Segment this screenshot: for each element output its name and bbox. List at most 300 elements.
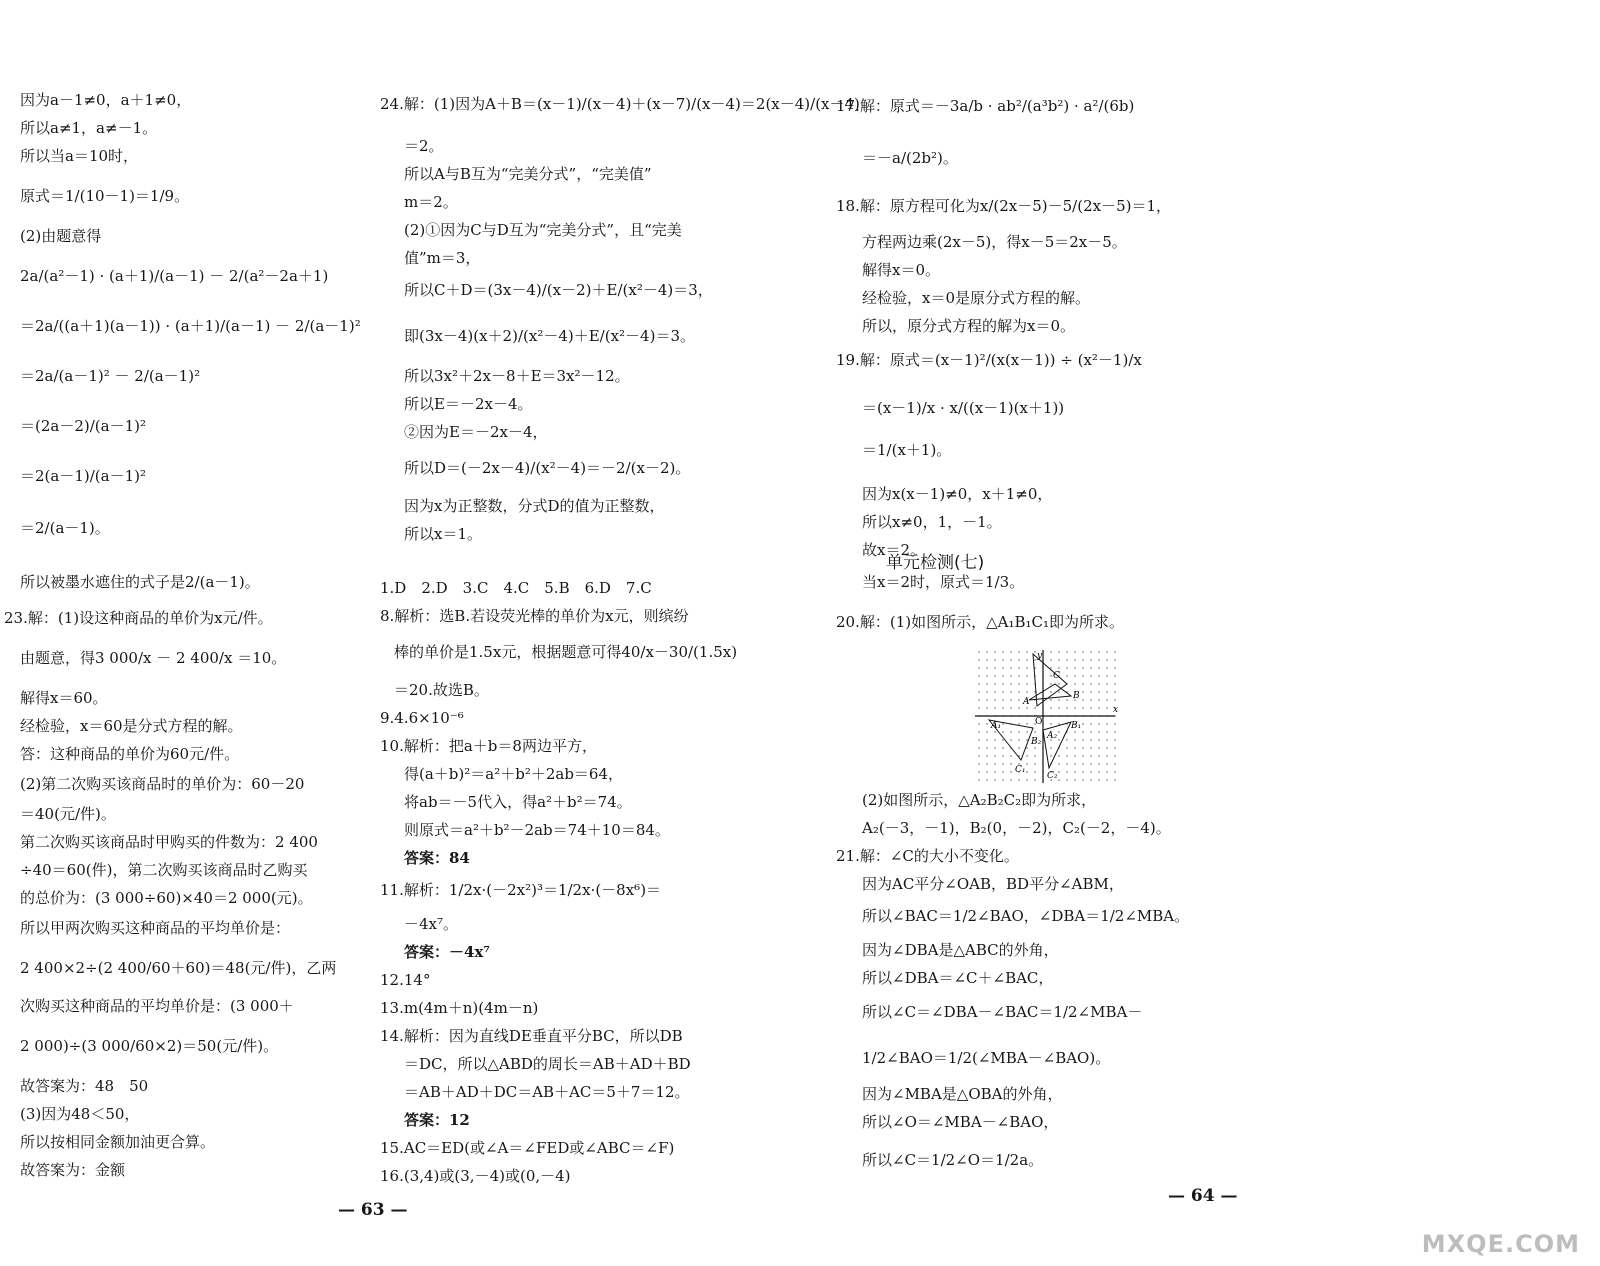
grid-dot (1074, 763, 1075, 764)
grid-dot (1058, 707, 1059, 708)
grid-dot (1090, 763, 1091, 764)
text-line: 1/2∠BAO＝1/2(∠MBA－∠BAO)。 (862, 1049, 1111, 1067)
page-number-right: — 64 — (1168, 1186, 1238, 1206)
text-line: 12.14° (380, 971, 431, 989)
grid-dot (1114, 667, 1115, 668)
grid-dot (994, 755, 995, 756)
grid-dot (1106, 755, 1107, 756)
text-line: 2a/(a²－1) · (a＋1)/(a－1) － 2/(a²－2a＋1) (20, 267, 329, 285)
grid-dot (1018, 747, 1019, 748)
grid-dot (1114, 771, 1115, 772)
grid-dot (1098, 667, 1099, 668)
grid-dot (986, 755, 987, 756)
grid-dot (1106, 699, 1107, 700)
grid-dot (1114, 651, 1115, 652)
grid-dot (1026, 651, 1027, 652)
grid-dot (994, 683, 995, 684)
grid-dot (1066, 747, 1067, 748)
grid-dot (1114, 659, 1115, 660)
grid-dot (1082, 707, 1083, 708)
grid-dot (1034, 771, 1035, 772)
grid-dot (986, 667, 987, 668)
grid-dot (1106, 723, 1107, 724)
grid-dot (1082, 699, 1083, 700)
grid-dot (1010, 763, 1011, 764)
text-line: 所以A与B互为“完美分式”，“完美值” (404, 165, 652, 183)
grid-dot (1114, 731, 1115, 732)
text-line: 因为x为正整数，分式D的值为正整数， (404, 497, 665, 515)
text-line: 所以被墨水遮住的式子是2/(a－1)。 (20, 573, 260, 591)
text-line: 所以x＝1。 (404, 525, 483, 543)
text-line: 故x＝2。 (862, 541, 926, 559)
text-line: 则原式＝a²＋b²－2ab＝74＋10＝84。 (404, 821, 670, 839)
grid-dot (1002, 667, 1003, 668)
grid-dot (1106, 707, 1107, 708)
grid-dot (1098, 763, 1099, 764)
coordinate-grid-figure (975, 648, 1120, 783)
grid-dot (1082, 739, 1083, 740)
grid-dot (1098, 675, 1099, 676)
text-line: 所以当a＝10时， (20, 147, 139, 165)
grid-dot (1090, 723, 1091, 724)
grid-dot (1106, 667, 1107, 668)
label-c1: C₁ (1015, 765, 1026, 775)
grid-dot (1050, 747, 1051, 748)
grid-dot (1074, 779, 1075, 780)
text-line: ＝(x－1)/x · x/((x－1)(x＋1)) (862, 399, 1065, 417)
grid-dot (1034, 755, 1035, 756)
grid-dot (1018, 699, 1019, 700)
grid-dot (978, 771, 979, 772)
grid-dot (1010, 699, 1011, 700)
grid-dot (1002, 723, 1003, 724)
grid-dot (1026, 755, 1027, 756)
grid-dot (1058, 699, 1059, 700)
text-line: 所以x≠0，1，－1。 (862, 513, 1002, 531)
grid-dot (1050, 707, 1051, 708)
grid-dot (1114, 747, 1115, 748)
grid-dot (1058, 691, 1059, 692)
grid-dot (1082, 731, 1083, 732)
grid-dot (978, 779, 979, 780)
text-line: 解得x＝0。 (862, 261, 941, 279)
grid-dot (1074, 747, 1075, 748)
label-c2: C₂ (1047, 771, 1058, 781)
grid-dot (1034, 651, 1035, 652)
grid-dot (1106, 675, 1107, 676)
text-line: 9.4.6×10⁻⁶ (380, 709, 464, 727)
text-line: 所以C＋D＝(3x－4)/(x－2)＋E/(x²－4)＝3， (404, 281, 713, 299)
text-line: 2 000)÷(3 000/60×2)＝50(元/件)。 (20, 1037, 279, 1055)
grid-dot (1050, 667, 1051, 668)
grid-dot (1106, 739, 1107, 740)
text-line: m＝2。 (404, 193, 458, 211)
grid-dot (1058, 755, 1059, 756)
text-line: 所以∠DBA＝∠C＋∠BAC， (862, 969, 1054, 987)
grid-dot (1098, 755, 1099, 756)
text-line: 19.解：原式＝(x－1)²/(x(x－1)) ÷ (x²－1)/x (836, 351, 1142, 369)
text-line: 13.m(4m＋n)(4m－n) (380, 999, 539, 1017)
text-line: ＝2/(a－1)。 (20, 519, 110, 537)
text-line: 16.(3,4)或(3,－4)或(0,－4) (380, 1167, 571, 1185)
grid-dot (978, 747, 979, 748)
grid-dot (1010, 691, 1011, 692)
text-line: 解得x＝60。 (20, 689, 108, 707)
grid-dot (1082, 747, 1083, 748)
grid-dot (1066, 659, 1067, 660)
text-line: 所以∠C＝∠DBA－∠BAC＝1/2∠MBA－ (862, 1003, 1143, 1021)
grid-dot (994, 691, 995, 692)
grid-dot (1010, 667, 1011, 668)
grid-dot (978, 651, 979, 652)
grid-dot (1026, 659, 1027, 660)
grid-dot (1058, 731, 1059, 732)
grid-dot (994, 667, 995, 668)
grid-dot (986, 683, 987, 684)
grid-dot (1026, 779, 1027, 780)
text-line: 15.AC＝ED(或∠A＝∠FED或∠ABC＝∠F) (380, 1139, 675, 1157)
grid-dot (1026, 691, 1027, 692)
grid-dot (1010, 675, 1011, 676)
grid-dot (1018, 739, 1019, 740)
text-line: 所以∠BAC＝1/2∠BAO，∠DBA＝1/2∠MBA。 (862, 907, 1190, 925)
label-x: x (1113, 705, 1119, 715)
grid-dot (1050, 651, 1051, 652)
grid-dot (1098, 771, 1099, 772)
grid-dot (1058, 659, 1059, 660)
grid-dot (986, 723, 987, 724)
text-line: 的总价为：(3 000÷60)×40＝2 000(元)。 (20, 889, 313, 907)
grid-dot (986, 771, 987, 772)
watermark: MXQE.COM (1421, 1230, 1580, 1258)
grid-dot (1026, 675, 1027, 676)
text-line: ②因为E＝－2x－4， (404, 423, 548, 441)
page-number-left: — 63 — (338, 1200, 408, 1220)
grid-dot (1082, 691, 1083, 692)
grid-dot (1074, 659, 1075, 660)
grid-dot (1026, 739, 1027, 740)
text-line: (2)如图所示，△A₂B₂C₂即为所求， (862, 791, 1097, 809)
text-line: ＝DC，所以△ABD的周长＝AB＋AD＋BD (404, 1055, 691, 1073)
text-line: 24.解：(1)因为A＋B＝(x－1)/(x－4)＋(x－7)/(x－4)＝2(x－4)/(x－4) (380, 95, 860, 113)
text-line: 17.解：原式＝－3a/b · ab²/(a³b²) · a²/(6b) (836, 97, 1135, 115)
grid-dot (994, 707, 995, 708)
grid-dot (1074, 667, 1075, 668)
grid-dot (1114, 691, 1115, 692)
grid-dot (1106, 771, 1107, 772)
grid-dot (1106, 659, 1107, 660)
grid-dot (1106, 691, 1107, 692)
grid-dot (1074, 771, 1075, 772)
grid-dot (1114, 675, 1115, 676)
text-line: 所以，原分式方程的解为x＝0。 (862, 317, 1076, 335)
grid-dot (1002, 747, 1003, 748)
grid-dot (1050, 699, 1051, 700)
text-line: 所以E＝－2x－4。 (404, 395, 533, 413)
grid-dot (1098, 691, 1099, 692)
text-line: ＝40(元/件)。 (20, 805, 116, 823)
text-line: ＝－a/(2b²)。 (862, 149, 958, 167)
grid-dot (1026, 747, 1027, 748)
grid-dot (1018, 659, 1019, 660)
grid-dot (1066, 755, 1067, 756)
grid-dot (1026, 667, 1027, 668)
text-line: 次购买这种商品的平均单价是：(3 000＋ (20, 997, 294, 1015)
grid-dot (1026, 707, 1027, 708)
text-line: ＝20.故选B。 (394, 681, 489, 699)
grid-dot (1010, 651, 1011, 652)
grid-dot (1034, 707, 1035, 708)
grid-dot (1010, 683, 1011, 684)
grid-dot (986, 731, 987, 732)
grid-dot (1058, 739, 1059, 740)
text-line: 将ab＝－5代入，得a²＋b²＝74。 (404, 793, 632, 811)
grid-dot (1082, 675, 1083, 676)
text-line: 因为∠MBA是△OBA的外角， (862, 1085, 1063, 1103)
grid-dot (1082, 651, 1083, 652)
text-line: 经检验，x＝60是分式方程的解。 (20, 717, 243, 735)
grid-dot (1074, 707, 1075, 708)
text-line: 方程两边乘(2x－5)，得x－5＝2x－5。 (862, 233, 1127, 251)
grid-dot (1002, 683, 1003, 684)
grid-dot (1090, 675, 1091, 676)
text-line: 18.解：原方程可化为x/(2x－5)－5/(2x－5)＝1， (836, 197, 1172, 215)
grid-dot (1002, 739, 1003, 740)
grid-dot (1066, 739, 1067, 740)
grid-dot (1082, 723, 1083, 724)
grid-dot (1082, 763, 1083, 764)
grid-dot (1066, 779, 1067, 780)
grid-dot (1018, 667, 1019, 668)
grid-dot (994, 763, 995, 764)
grid-dot (1098, 731, 1099, 732)
grid-dot (1082, 667, 1083, 668)
text-line: 答：这种商品的单价为60元/件。 (20, 745, 240, 763)
grid-dot (978, 731, 979, 732)
text-line: 故答案为：金额 (20, 1161, 126, 1179)
grid-dot (986, 747, 987, 748)
text-line: 当x＝2时，原式＝1/3。 (862, 573, 1025, 591)
text-line: (2)第二次购买该商品时的单价为：60－20 (20, 775, 305, 793)
text-line: 所以甲两次购买这种商品的平均单价是： (20, 919, 291, 937)
grid-dot (1002, 699, 1003, 700)
grid-dot (1090, 707, 1091, 708)
grid-dot (994, 771, 995, 772)
grid-dot (1082, 755, 1083, 756)
grid-dot (1114, 739, 1115, 740)
grid-dot (1090, 739, 1091, 740)
grid-dot (1106, 763, 1107, 764)
grid-dot (1058, 779, 1059, 780)
grid-dot (986, 739, 987, 740)
grid-dot (1090, 779, 1091, 780)
text-line: ＝2a/(a－1)² － 2/(a－1)² (20, 367, 201, 385)
grid-dot (1010, 731, 1011, 732)
grid-dot (1090, 659, 1091, 660)
grid-dot (994, 675, 995, 676)
grid-dot (994, 651, 995, 652)
label-a1: A₁ (991, 721, 1002, 731)
grid-dot (1026, 723, 1027, 724)
grid-dot (1090, 747, 1091, 748)
grid-dot (1034, 747, 1035, 748)
grid-dot (1074, 683, 1075, 684)
grid-dot (1050, 691, 1051, 692)
grid-dot (1002, 691, 1003, 692)
grid-dot (1034, 659, 1035, 660)
grid-dot (1010, 707, 1011, 708)
grid-dot (1002, 651, 1003, 652)
grid-dot (1034, 731, 1035, 732)
grid-dot (978, 755, 979, 756)
label-b2: B₂ (1031, 737, 1042, 747)
grid-dot (1082, 771, 1083, 772)
grid-dot (986, 659, 987, 660)
text-line: 所以D＝(－2x－4)/(x²－4)＝－2/(x－2)。 (404, 459, 691, 477)
grid-dot (1090, 699, 1091, 700)
label-y: y (1037, 651, 1043, 661)
grid-dot (994, 731, 995, 732)
text-line: 因为x(x－1)≠0，x＋1≠0， (862, 485, 1053, 503)
text-line: 所以∠C＝1/2∠O＝1/2a。 (862, 1151, 1044, 1169)
text-line: ÷40＝60(件)，第二次购买该商品时乙购买 (20, 861, 308, 879)
grid-dot (1106, 651, 1107, 652)
grid-dot (1098, 707, 1099, 708)
text-line: 即(3x－4)(x＋2)/(x²－4)＋E/(x²－4)＝3。 (404, 327, 695, 345)
grid-dot (1114, 779, 1115, 780)
text-line: 所以∠O＝∠MBA－∠BAO， (862, 1113, 1059, 1131)
grid-dot (986, 707, 987, 708)
text-line: 20.解：(1)如图所示，△A₁B₁C₁即为所求。 (836, 613, 1125, 631)
grid-dot (1010, 771, 1011, 772)
text-line: 由题意，得3 000/x － 2 400/x ＝10。 (20, 649, 287, 667)
text-line: 得(a＋b)²＝a²＋b²＋2ab＝64， (404, 765, 624, 783)
grid-dot (1018, 779, 1019, 780)
label-c: C (1053, 671, 1060, 681)
grid-dot (1074, 739, 1075, 740)
grid-dot (1002, 675, 1003, 676)
grid-dot (1090, 771, 1091, 772)
grid-dot (1018, 683, 1019, 684)
grid-dot (1082, 779, 1083, 780)
text-line: ＝2。 (404, 137, 444, 155)
grid-dot (978, 763, 979, 764)
grid-dot (1106, 731, 1107, 732)
grid-dot (1050, 675, 1051, 676)
text-line: 答案：－4x⁷ (404, 943, 490, 961)
grid-dot (1066, 675, 1067, 676)
grid-dot (978, 699, 979, 700)
grid-dot (978, 707, 979, 708)
grid-dot (1026, 771, 1027, 772)
grid-dot (978, 739, 979, 740)
grid-dot (978, 691, 979, 692)
grid-dot (1074, 755, 1075, 756)
grid-dot (1018, 675, 1019, 676)
text-line: 10.解析：把a＋b＝8两边平方， (380, 737, 597, 755)
grid-dot (1050, 755, 1051, 756)
grid-dot (994, 779, 995, 780)
grid-dot (1010, 659, 1011, 660)
grid-dot (1026, 763, 1027, 764)
grid-dot (986, 699, 987, 700)
grid-dot (986, 675, 987, 676)
grid-dot (1090, 667, 1091, 668)
grid-dot (1002, 755, 1003, 756)
grid-dot (1114, 723, 1115, 724)
text-line: A₂(－3，－1)，B₂(0，－2)，C₂(－2，－4)。 (862, 819, 1171, 837)
grid-dot (1106, 683, 1107, 684)
text-line: 14.解析：因为直线DE垂直平分BC，所以DB (380, 1027, 683, 1045)
grid-dot (986, 763, 987, 764)
text-line: ＝2a/((a＋1)(a－1)) · (a＋1)/(a－1) － 2/(a－1)² (20, 317, 361, 335)
grid-dot (1050, 683, 1051, 684)
text-line: 2 400×2÷(2 400/60＋60)＝48(元/件)，乙两 (20, 959, 337, 977)
text-line: 所以按相同金额加油更合算。 (20, 1133, 216, 1151)
grid-dot (1098, 683, 1099, 684)
grid-dot (1074, 651, 1075, 652)
text-line: 故答案为：48 50 (20, 1077, 149, 1095)
grid-dot (1074, 675, 1075, 676)
text-line: (2)①因为C与D互为“完美分式”，且“完美 (404, 221, 682, 239)
text-line: 因为∠DBA是△ABC的外角， (862, 941, 1059, 959)
grid-dot (994, 699, 995, 700)
grid-dot (1018, 691, 1019, 692)
grid-dot (1026, 731, 1027, 732)
grid-dot (1018, 707, 1019, 708)
grid-dot (1114, 755, 1115, 756)
grid-dot (1058, 723, 1059, 724)
grid-dot (1106, 779, 1107, 780)
grid-dot (978, 667, 979, 668)
text-line: ＝2(a－1)/(a－1)² (20, 467, 146, 485)
text-line: ＝AB＋AD＋DC＝AB＋AC＝5＋7＝12。 (404, 1083, 690, 1101)
grid-dot (1106, 747, 1107, 748)
text-line: 所以a≠1，a≠－1。 (20, 119, 158, 137)
grid-dot (986, 691, 987, 692)
grid-dot (978, 659, 979, 660)
grid-dot (1034, 779, 1035, 780)
grid-dot (1002, 707, 1003, 708)
grid-dot (1114, 763, 1115, 764)
grid-dot (1002, 763, 1003, 764)
grid-dot (1050, 659, 1051, 660)
grid-dot (1098, 659, 1099, 660)
grid-dot (1098, 651, 1099, 652)
grid-dot (1002, 779, 1003, 780)
text-line: 因为a－1≠0，a＋1≠0， (20, 91, 192, 109)
text-line: (3)因为48＜50， (20, 1105, 140, 1123)
grid-dot (994, 739, 995, 740)
text-line: 8.解析：选B.若设荧光棒的单价为x元，则缤纷 (380, 607, 689, 625)
text-line: 值”m＝3， (404, 249, 481, 267)
grid-dot (1090, 755, 1091, 756)
grid-dot (1058, 763, 1059, 764)
text-line: 经检验，x＝0是原分式方程的解。 (862, 289, 1091, 307)
grid-dot (1018, 723, 1019, 724)
label-o: O (1035, 717, 1043, 727)
grid-dot (978, 683, 979, 684)
grid-dot (1010, 755, 1011, 756)
grid-dot (1082, 659, 1083, 660)
grid-dot (1058, 651, 1059, 652)
grid-dot (994, 747, 995, 748)
label-a2: A₂ (1047, 731, 1058, 741)
grid-dot (1090, 651, 1091, 652)
grid-dot (1066, 699, 1067, 700)
text-line: 所以3x²＋2x－8＋E＝3x²－12。 (404, 367, 630, 385)
grid-dot (1002, 771, 1003, 772)
